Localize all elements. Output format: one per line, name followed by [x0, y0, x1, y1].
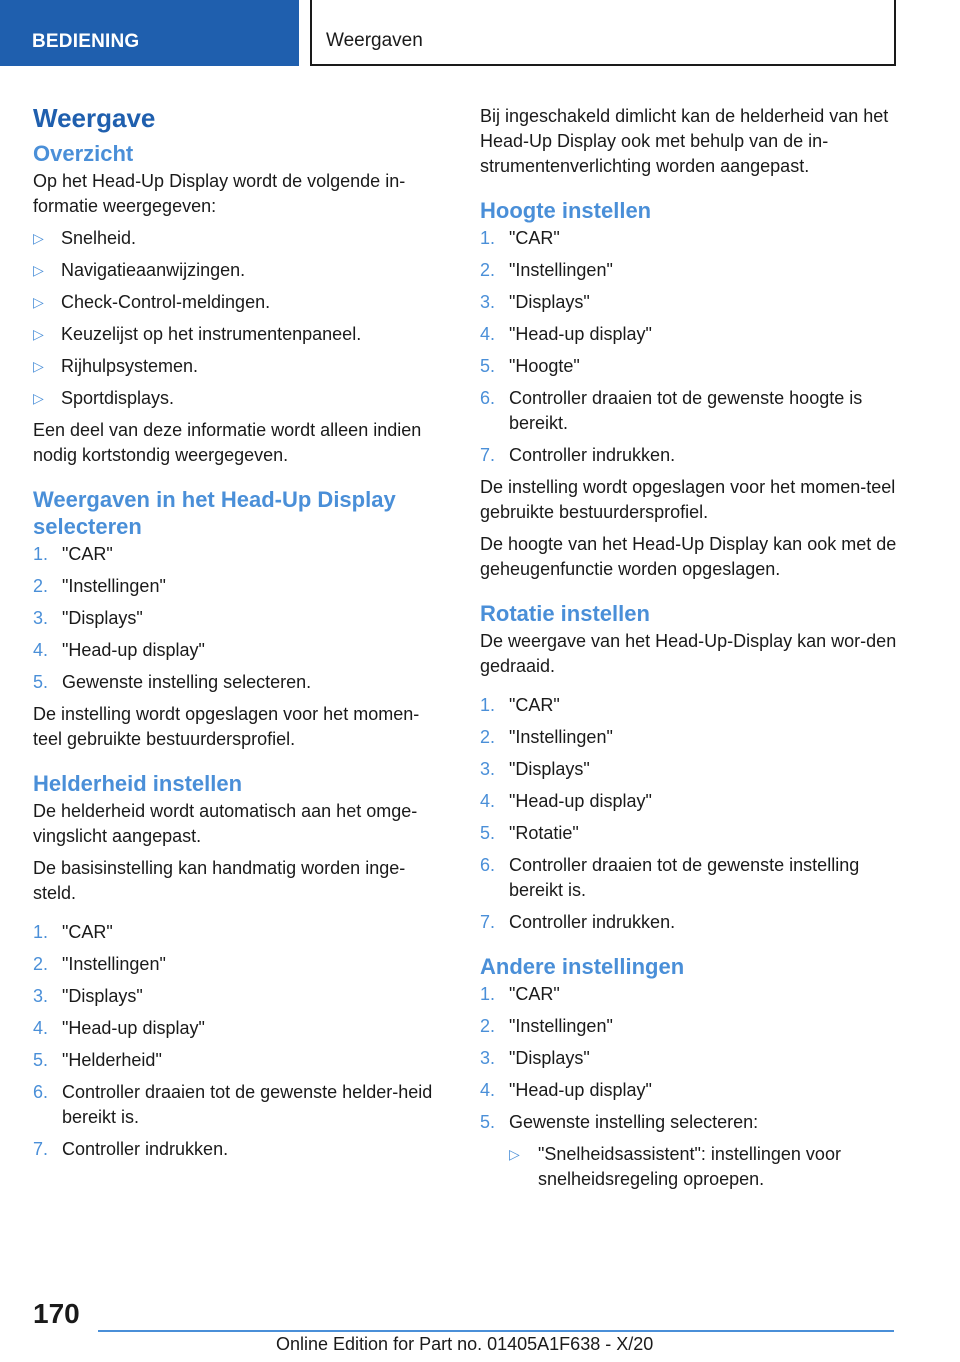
rotation-steps	[480, 693, 900, 935]
triangle-bullet-icon: ▷	[33, 390, 44, 406]
step-item: 5. Gewenste instelling selecteren.	[33, 672, 312, 692]
triangle-bullet-icon: ▷	[33, 326, 44, 342]
triangle-bullet-icon: ▷	[33, 262, 44, 278]
step-item: 6. Controller draaien tot de gewenste hoogte is bereikt.	[480, 388, 863, 433]
list-item: ▷ Keuzelijst op het instrumentenpaneel.	[33, 322, 445, 347]
triangle-bullet-icon: ▷	[33, 294, 44, 310]
step-item: 3. "Displays"	[480, 759, 590, 779]
step-item: 5. "Helderheid"	[33, 1050, 162, 1070]
step-item: 1. "CAR"	[33, 544, 113, 564]
brightness-p2: De basisinstelling kan handmatig worden inge-steld.	[33, 858, 406, 903]
step-item: 3. "Displays"	[33, 608, 143, 628]
step-item: 4. "Head-up display"	[480, 791, 652, 811]
step-item: 1. "CAR"	[480, 984, 560, 1004]
step-item: 4. "Head-up display"	[33, 640, 205, 660]
overview-list	[33, 226, 445, 411]
select-heading: Weergaven in het Head-Up Display selecteren	[33, 487, 396, 539]
height-heading: Hoogte instellen	[480, 198, 652, 223]
chapter-title: BEDIENING	[32, 31, 140, 52]
step-item: 2. "Instellingen"	[33, 954, 166, 974]
page-title: Weergave	[33, 103, 156, 133]
step-item: 4. "Head-up display"	[33, 1018, 205, 1038]
step-item: 2. "Instellingen"	[33, 576, 166, 596]
list-item: ▷ "Snelheidsassistent": instellingen voor snelheidsregeling oproepen.	[509, 1144, 841, 1189]
triangle-bullet-icon: ▷	[33, 358, 44, 374]
list-item: ▷ Check-Control-meldingen.	[33, 290, 445, 315]
step-item: 2. "Instellingen"	[480, 260, 613, 280]
step-item: 5. "Rotatie"	[480, 823, 579, 843]
left-column	[33, 100, 445, 1169]
rotation-p1: De weergave van het Head-Up-Display kan wor-den gedraaid.	[480, 631, 897, 676]
step-item: 3. "Displays"	[480, 1048, 590, 1068]
height-p2: De hoogte van het Head-Up Display kan ook met de geheugenfunctie worden opgeslagen.	[480, 534, 897, 579]
dimlight-intro: Bij ingeschakeld dimlicht kan de helderheid van het Head-Up Display ook met behulp van de in-strumentenverlichting worden aangepast.	[480, 106, 889, 176]
other-heading: Andere instellingen	[480, 954, 685, 979]
overview-intro: Op het Head-Up Display wordt de volgende in-formatie weergegeven:	[33, 171, 406, 216]
brightness-steps	[33, 920, 445, 1162]
right-column	[480, 100, 900, 1199]
brightness-p1: De helderheid wordt automatisch aan het omge-vingslicht aangepast.	[33, 801, 418, 846]
step-item: 1. "CAR"	[480, 695, 560, 715]
list-item: ▷ Snelheid.	[33, 226, 445, 251]
list-item: ▷ Rijhulpsystemen.	[33, 354, 445, 379]
step-item: 3. "Displays"	[33, 986, 143, 1006]
step-item: 2. "Instellingen"	[480, 1016, 613, 1036]
edition-footer: Online Edition for Part no. 01405A1F638 - X/20	[276, 1334, 654, 1354]
step-item: 7. Controller indrukken.	[480, 912, 676, 932]
section-tab	[310, 0, 896, 66]
overview-heading: Overzicht	[33, 141, 134, 166]
brightness-heading: Helderheid instellen	[33, 771, 243, 796]
step-item: 5. "Hoogte"	[480, 356, 580, 376]
step-item: 4. "Head-up display"	[480, 324, 652, 344]
chapter-tab	[0, 0, 299, 66]
triangle-bullet-icon: ▷	[509, 1146, 520, 1162]
height-p1: De instelling wordt opgeslagen voor het momen-teel gebruikte bestuurdersprofiel.	[480, 477, 896, 522]
triangle-bullet-icon: ▷	[33, 230, 44, 246]
other-steps	[480, 982, 900, 1192]
step-item: 7. Controller indrukken.	[480, 445, 676, 465]
overview-outro: Een deel van deze informatie wordt alleen indien nodig kortstondig weergegeven.	[33, 420, 422, 465]
footer-divider	[98, 1330, 894, 1332]
list-item: ▷ Navigatieaanwijzingen.	[33, 258, 445, 283]
step-item: 1. "CAR"	[33, 922, 113, 942]
step-item: 4. "Head-up display"	[480, 1080, 652, 1100]
page-number: 170	[33, 1298, 80, 1329]
section-title: Weergaven	[326, 30, 423, 51]
step-item: 5. Gewenste instelling selecteren: ▷ "Snelheidsassistent": instellingen voor snelheidsregeling oproepen.	[480, 1110, 900, 1192]
rotation-heading: Rotatie instellen	[480, 601, 650, 626]
select-note: De instelling wordt opgeslagen voor het momen-teel gebruikte bestuurdersprofiel.	[33, 704, 420, 749]
step-item: 2. "Instellingen"	[480, 727, 613, 747]
list-item: ▷ Sportdisplays.	[33, 386, 445, 411]
step-item: 1. "CAR"	[480, 228, 560, 248]
step-item: 6. Controller draaien tot de gewenste instelling bereikt is.	[480, 855, 860, 900]
height-steps	[480, 226, 900, 468]
step-item: 6. Controller draaien tot de gewenste helder-heid bereikt is.	[33, 1082, 433, 1127]
step-item: 7. Controller indrukken.	[33, 1139, 229, 1159]
select-steps	[33, 542, 445, 695]
other-sub-list	[509, 1142, 900, 1192]
step-item: 3. "Displays"	[480, 292, 590, 312]
